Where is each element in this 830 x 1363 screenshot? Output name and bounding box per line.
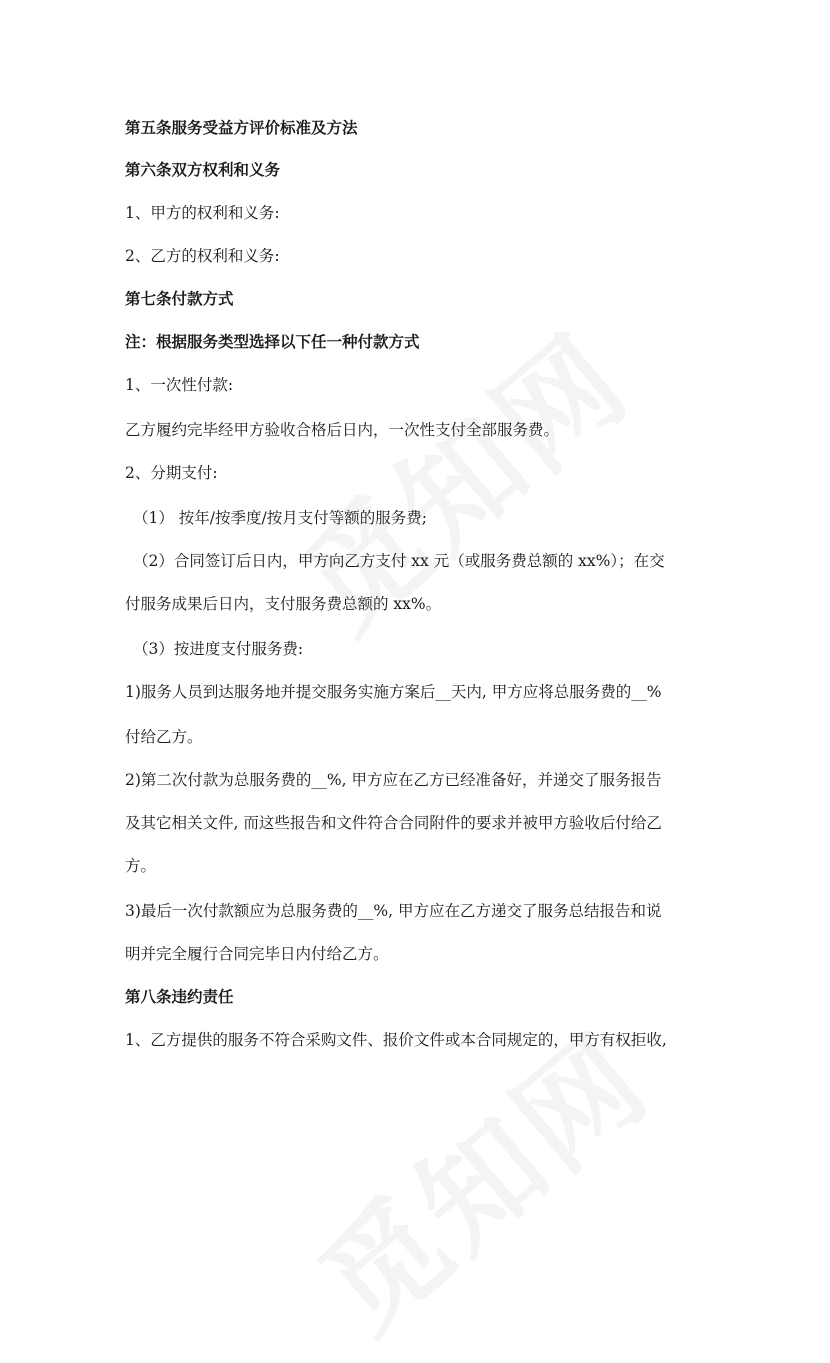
installment-option-1: （1） 按年/按季度/按月支付等额的服务费; (133, 509, 427, 527)
progress-payment-1: 1)服务人员到达服务地并提交服务实施方案后__天内, 甲方应将总服务费的__% (125, 683, 662, 701)
progress-payment-3: 3)最后一次付款额应为总服务费的__%, 甲方应在乙方递交了服务总结报告和说 (125, 902, 662, 920)
party-a-rights: 1、甲方的权利和义务: (125, 204, 280, 222)
lump-sum-heading: 1、一次性付款: (125, 376, 234, 394)
installment-option-2: （2）合同签订后日内，甲方向乙方支付 xx 元（或服务费总额的 xx%）；在交 (133, 552, 665, 570)
progress-payment-2-end: 方。 (125, 857, 157, 875)
article-8-heading: 第八条违约责任 (125, 987, 234, 1006)
payment-note: 注：根据服务类型选择以下任一种付款方式 (125, 332, 420, 351)
article-7-heading: 第七条付款方式 (125, 289, 234, 308)
installment-option-3: （3）按进度支付服务费: (133, 640, 304, 658)
breach-clause-1: 1、乙方提供的服务不符合采购文件、报价文件或本合同规定的，甲方有权拒收, (125, 1031, 667, 1049)
progress-payment-3-cont: 明并完全履行合同完毕日内付给乙方。 (125, 945, 389, 963)
article-5-heading: 第五条服务受益方评价标准及方法 (125, 118, 358, 137)
installment-option-2-cont: 付服务成果后日内，支付服务费总额的 xx%。 (125, 595, 442, 613)
progress-payment-2-cont: 及其它相关文件, 而这些报告和文件符合合同附件的要求并被甲方验收后付给乙 (125, 814, 662, 832)
lump-sum-text: 乙方履约完毕经甲方验收合格后日内，一次性支付全部服务费。 (125, 421, 560, 439)
progress-payment-2: 2)第二次付款为总服务费的__%, 甲方应在乙方已经准备好，并递交了服务报告 (125, 771, 662, 789)
progress-payment-1-cont: 付给乙方。 (125, 728, 203, 746)
party-b-rights: 2、乙方的权利和义务: (125, 247, 280, 265)
article-6-heading: 第六条双方权利和义务 (125, 160, 281, 179)
installment-heading: 2、分期支付: (125, 464, 218, 482)
